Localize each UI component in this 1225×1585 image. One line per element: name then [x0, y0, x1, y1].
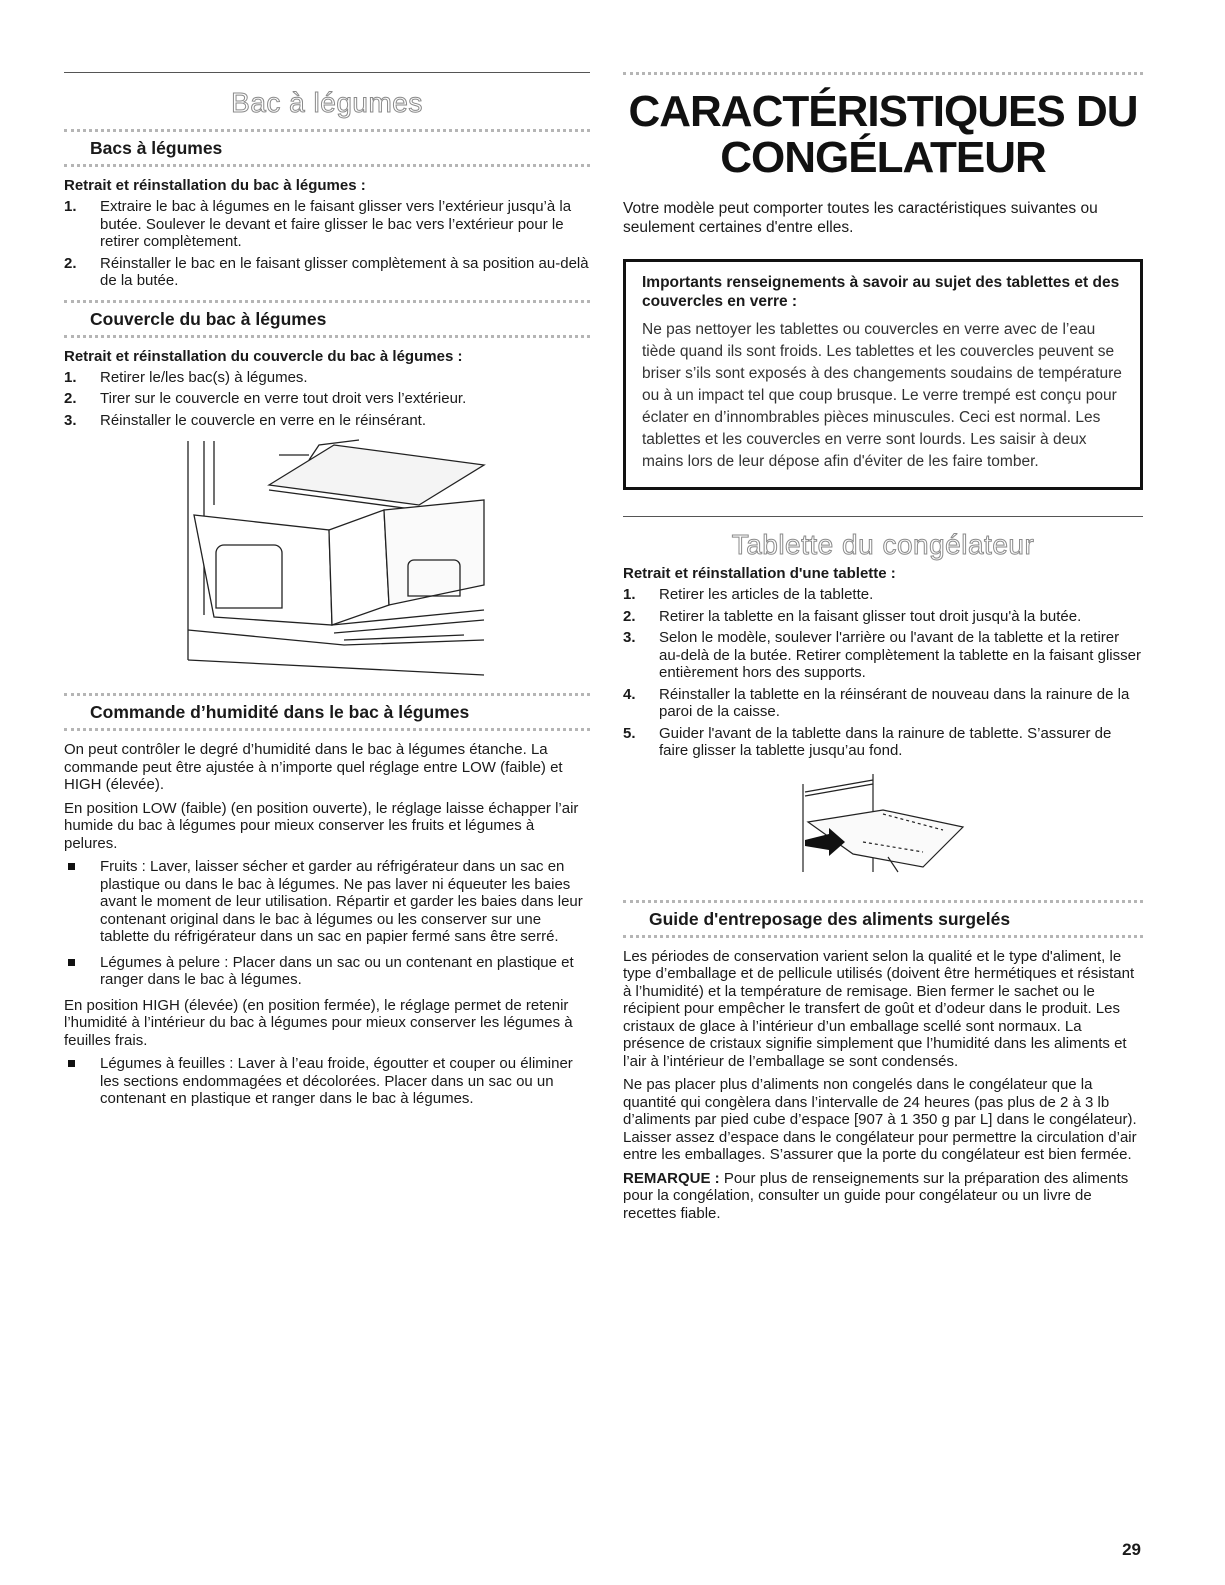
bullet-square-icon — [68, 1060, 75, 1067]
remarque-text: Pour plus de renseignements sur la préparation des aliments pour la congélation, consulter un guide pour congélateur ou un livre de recettes fiable. — [623, 1169, 1129, 1222]
paragraph: On peut contrôler le degré d’humidité dans le bac à légumes étanche. La commande peut être ajustée à n’importe quel réglage entre LOW (faible) et HIGH (élevée). — [64, 741, 563, 793]
step-number: 2. — [623, 607, 636, 625]
step-text: Retirer le/les bac(s) à légumes. — [100, 368, 308, 386]
crisper-drawer-illustration — [64, 435, 590, 685]
list-item — [64, 369, 590, 387]
list-item — [623, 725, 1143, 760]
list-item — [64, 954, 590, 989]
step-text: Réinstaller le bac en le faisant glisser complètement à sa position au-delà de la butée. — [100, 254, 589, 289]
list-item — [64, 198, 590, 251]
bullet-list — [64, 858, 590, 989]
bullet-text: Légumes à feuilles : Laver à l’eau froide, égoutter et couper ou éliminer les sections endommagées et décolorées. Placer dans un sac ou un contenant en plastique et ranger dans le bac à légumes. — [100, 1055, 573, 1107]
list-item — [64, 1055, 590, 1108]
divider — [64, 164, 590, 167]
subheading-bacs: Retrait et réinstallation du bac à légumes : — [64, 177, 366, 194]
intro-paragraph: Votre modèle peut comporter toutes les caractéristiques suivantes ou seulement certaines d'entre elles. — [623, 200, 1098, 236]
list-item — [64, 412, 590, 430]
bullet-square-icon — [68, 959, 75, 966]
list-item — [64, 858, 590, 946]
step-number: 2. — [64, 390, 77, 407]
step-number: 3. — [623, 629, 636, 646]
step-number: 1. — [64, 368, 77, 386]
step-number: 5. — [623, 724, 636, 742]
subheading-couvercle: Retrait et réinstallation du couvercle du bac à légumes : — [64, 347, 463, 365]
step-text: Réinstaller le couvercle en verre en le réinsérant. — [100, 411, 426, 429]
section-top-rule — [623, 72, 1143, 75]
list-item — [623, 608, 1143, 626]
couvercle-steps — [64, 369, 590, 430]
page-title — [623, 89, 1143, 181]
step-text: Extraire le bac à légumes en le faisant glisser vers l’extérieur jusqu’à la butée. Soulever le devant et faire glisser le bac vers l’extérieur pour le retirer complètement. — [100, 198, 572, 250]
section-title-tablette: Tablette du congélateur — [731, 529, 1035, 560]
section-title-bac: Bac à légumes — [231, 87, 423, 118]
bullet-text: Fruits : Laver, laisser sécher et garder au réfrigérateur dans un sac en plastique ou dans le bac à légumes. Ne pas laver ni équeuter les baies avant le moment de leur utilisation. Répartir et garder les baies dans leur contenant original dans le bac à légumes ou les conserver sur une tablette du réfrigérateur dans un sac en papier fermé sans être serré. — [100, 858, 583, 945]
paragraph: Ne pas placer plus d’aliments non congelés dans le congélateur que la quantité qui congèlera dans l’intervalle de 24 heures (pas plus de 2 à 3 lb d’aliments par pied cube d’espace [907 à 1 350 g par L] dans le congélateur). Laisser assez d’espace dans le congélateur pour permettre la circulation d’air entre les emballages. S’assurer que la porte du congélateur est bien fermée. — [623, 1076, 1137, 1163]
bullet-list — [64, 1055, 590, 1108]
divider — [623, 935, 1143, 938]
list-item — [64, 390, 590, 408]
step-number: 4. — [623, 685, 636, 703]
paragraph: En position HIGH (élevée) (en position fermée), le réglage permet de retenir l’humidité à l’intérieur du bac à légumes pour mieux conserver les légumes à feuilles frais. — [64, 996, 573, 1049]
bullet-square-icon — [68, 863, 75, 870]
list-item — [64, 255, 590, 290]
freezer-shelf-illustration — [623, 772, 1143, 882]
step-text: Guider l'avant de la tablette dans la rainure de tablette. S’assurer de faire glisser la tablette jusqu’au fond. — [659, 724, 1112, 759]
left-column — [64, 72, 590, 1116]
list-item — [623, 586, 1143, 604]
heading-guide: Guide d'entreposage des aliments surgelés — [649, 908, 1011, 929]
step-text: Retirer les articles de la tablette. — [659, 586, 874, 603]
page-title-line: CONGÉLATEUR — [720, 133, 1046, 182]
step-number: 1. — [64, 198, 77, 215]
step-number: 3. — [64, 411, 77, 429]
paragraph: Les périodes de conservation varient selon la qualité et le type d'aliment, le type d’emballage et de pellicule utilisés (doivent être hermétiques et résistant à l’humidité) et la température de remisage. Bien fermer le sachet ou le récipient pour empêcher le transfert de goût et d’odeur dans le produit. Les cristaux de glace à l’intérieur d’un emballage scellé sont normaux. La présence de cristaux signifie simplement que l’humidité dans les aliments et l’air à l’intérieur de l’emballage se sont condensés. — [623, 947, 1135, 1070]
subheading-tablette: Retrait et réinstallation d'une tablette : — [623, 565, 896, 582]
page-title-line: CARACTÉRISTIQUES DU — [628, 87, 1138, 136]
bullet-text: Légumes à pelure : Placer dans un sac ou un contenant en plastique et ranger dans le bac à légumes. — [100, 953, 574, 988]
step-number: 1. — [623, 586, 636, 603]
step-text: Retirer la tablette en la faisant glisser tout droit jusqu'à la butée. — [659, 607, 1082, 625]
step-text: Réinstaller la tablette en la réinsérant de nouveau dans la rainure de la paroi de la caisse. — [659, 685, 1130, 720]
remarque-label: REMARQUE : — [623, 1169, 720, 1187]
step-number: 2. — [64, 254, 77, 272]
remarque-paragraph — [623, 1170, 1143, 1223]
bacs-steps — [64, 198, 590, 290]
page-number: 29 — [1122, 1540, 1141, 1559]
step-text: Selon le modèle, soulever l'arrière ou l'avant de la tablette et la retirer au-delà de la butée. Retirer complètement la tablette en la faisant glisser entièrement hors des supports. — [659, 629, 1141, 681]
paragraph: En position LOW (faible) (en position ouverte), le réglage laisse échapper l’air humide du bac à légumes pour mieux conserver les fruits et légumes à pelures. — [64, 799, 579, 852]
divider — [64, 335, 590, 338]
list-item — [623, 686, 1143, 721]
warning-body: Ne pas nettoyer les tablettes ou couvercles en verre avec de l’eau tiède quand ils sont froids. Les tablettes et les couvercles peuvent se briser s’ils sont exposés à des changements soudains de température ou à un impact tel que coup brusque. Le verre trempé est conçu pour éclater en d’innombrables pièces minuscules. Ceci est normal. Les tablettes et les couvercles en verre sont lourds. Les saisir à deux mains lors de leur dépose afin d'éviter de les faire tomber. — [642, 321, 1122, 470]
list-item — [623, 629, 1143, 682]
heading-couvercle: Couvercle du bac à légumes — [90, 308, 327, 329]
divider — [64, 728, 590, 731]
heading-bacs: Bacs à légumes — [90, 138, 223, 158]
section-top-rule — [623, 516, 1143, 517]
tablette-steps — [623, 586, 1143, 760]
warning-title: Importants renseignements à savoir au sujet des tablettes et des couvercles en verre : — [642, 274, 1120, 310]
step-text: Tirer sur le couvercle en verre tout droit vers l’extérieur. — [100, 390, 467, 407]
right-column — [623, 72, 1143, 1228]
heading-humidite: Commande d’humidité dans le bac à légumes — [90, 702, 470, 722]
section-top-rule — [64, 72, 590, 73]
warning-box — [623, 259, 1143, 490]
